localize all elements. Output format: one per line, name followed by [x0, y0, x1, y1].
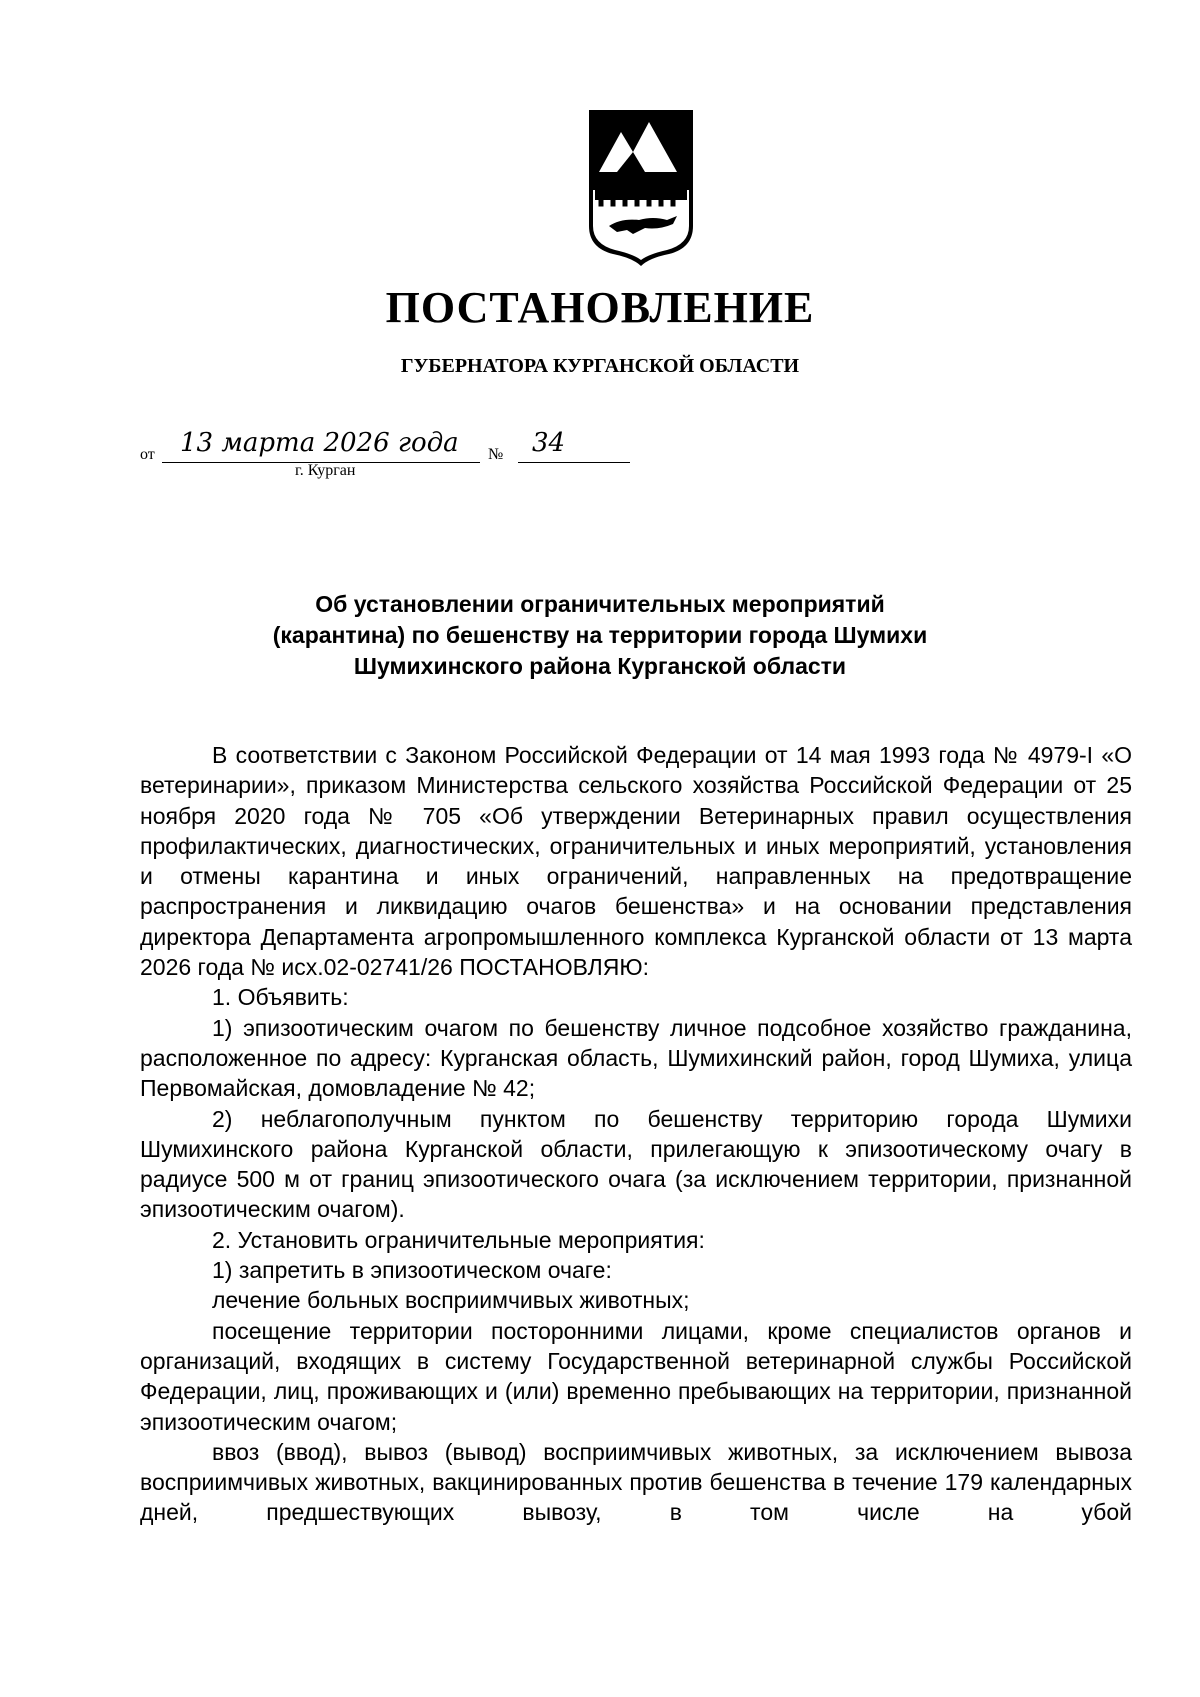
document-body — [140, 740, 1132, 1528]
date-handwritten: 13 марта 2026 года — [180, 428, 459, 458]
date-number-line — [140, 428, 660, 492]
document-title — [150, 589, 1050, 682]
item-2-clause-c: ввоз (ввод), вывоз (вывод) восприимчивых животных, за исключением вывоза восприимчивых животных, вакцинированных против бешенства в течение 179 календарных дней, предшествующих вывозу, в том числе на убой — [140, 1438, 1132, 1526]
issuing-authority: ГУБЕРНАТОРА КУРГАНСКОЙ ОБЛАСТИ — [400, 355, 800, 377]
item-2-subitem-1: 1) запретить в эпизоотическом очаге: — [212, 1257, 612, 1284]
item-1-subitem-1: 1) эпизоотическим очагом по бешенству личное подсобное хозяйство гражданина, расположенное по адресу: Курганская область, Шумихинский район, город Шумиха, улица Первомайская, домовладение № 42; — [140, 1014, 1132, 1102]
preamble-paragraph: В соответствии с Законом Российской Федерации от 14 мая 1993 года № 4979-I «О ветеринарии», приказом Министерства сельского хозяйства Российской Федерации от 25 ноября 2020 года № 705 «Об утверждении Ветеринарных правил осуществления профилактических, диагностических, ограничительных и иных мероприятий, установления и отмены карантина и иных ограничений, направленных на предотвращение распространения и ликвидацию очагов бешенства» и на основании представления директора Департамента агропромышленного комплекса Курганской области от 13 марта 2026 года № исх.02-02741/26 ПОСТАНОВЛЯЮ: — [140, 742, 1132, 981]
title-line: (карантина) по бешенству на территории города Шумихи — [272, 622, 928, 648]
date-prefix: от — [140, 446, 155, 463]
item-1-subitem-2: 2) неблагополучным пунктом по бешенству территорию города Шумихи Шумихинского района Курганской области, прилегающую к эпизоотическому очагу в радиусе 500 м от границ эпизоотического очага (за исключением территории, признанной эпизоотическим очагом). — [140, 1105, 1132, 1223]
document-type-heading: ПОСТАНОВЛЕНИЕ — [385, 283, 815, 332]
number-handwritten: 34 — [532, 428, 566, 458]
item-2-clause-a: лечение больных восприимчивых животных; — [212, 1287, 690, 1314]
title-line: Об установлении ограничительных мероприятий — [315, 591, 885, 617]
item-1-heading: 1. Объявить: — [212, 984, 349, 1011]
item-2-heading: 2. Установить ограничительные мероприятия: — [212, 1226, 705, 1253]
coat-of-arms-icon — [587, 108, 695, 268]
city-label: г. Курган — [295, 462, 356, 479]
item-2-clause-b: посещение территории посторонними лицами, кроме специалистов органов и организаций, входящих в систему Государственной ветеринарной службы Российской Федерации, лиц, проживающих и (или) временно пребывающих на территории, признанной эпизоотическим очагом; — [140, 1317, 1132, 1435]
number-prefix: № — [488, 446, 504, 463]
number-underline — [518, 462, 630, 463]
title-line: Шумихинского района Курганской области — [353, 653, 847, 679]
